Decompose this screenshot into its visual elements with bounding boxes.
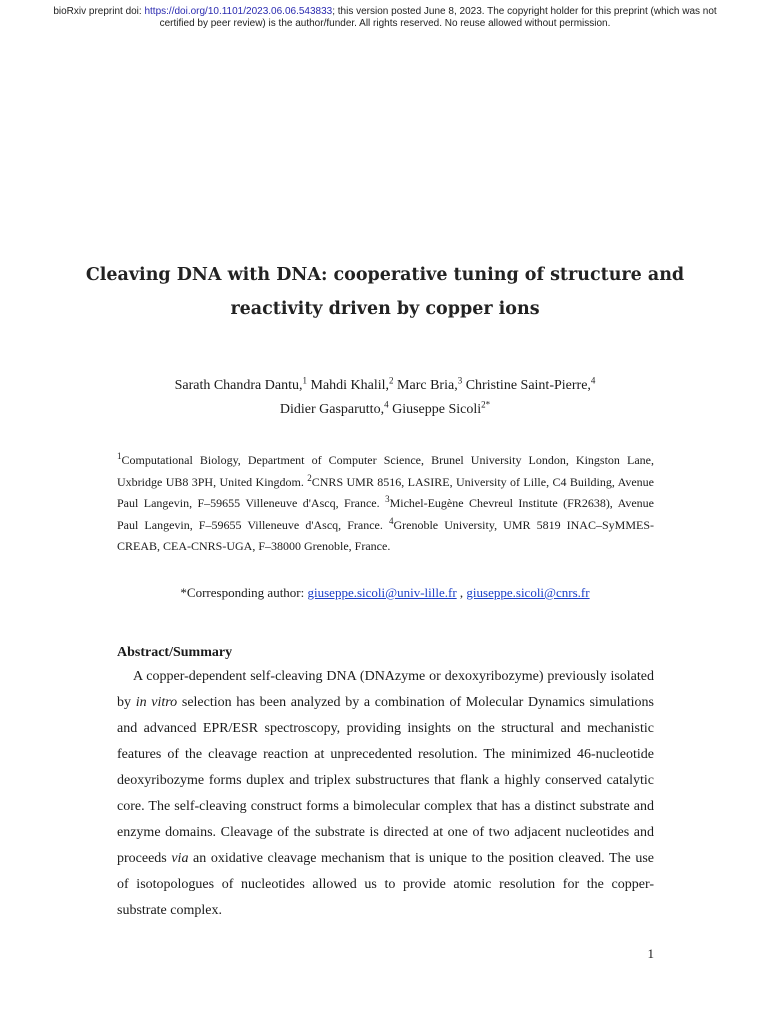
paper-title [60,258,710,326]
corresponding-label: *Corresponding author: [180,585,308,600]
affiliation-text: Grenoble University, UMR 5819 INAC–SyMMES-CREAB, CEA-CNRS-UGA, F–38000 Grenoble, France. [117,517,654,554]
abstract-italic: in vitro [135,695,178,710]
author-name: Sarath Chandra Dantu, [174,378,303,393]
author-name: Christine Saint-Pierre, [462,378,591,393]
title-line-1: Cleaving DNA with DNA: cooperative tuning of structure and [85,265,685,285]
affiliation-marker: 3 [385,494,390,505]
affiliations [117,450,654,558]
affiliation-marker: 4 [590,375,596,386]
affiliation-text: CNRS UMR 8516, LASIRE, University of Lille, C4 Building, Avenue Paul Langevin, F–59655 Villeneuve d'Ascq, France. [117,474,655,511]
abstract-text: A copper-dependent self-cleaving DNA (DNAzyme or dexoxyribozyme) previously isolated by [117,669,654,710]
affiliation-marker: 2 [307,472,312,483]
email-separator: , [456,585,467,600]
affiliation-marker: 4 [388,515,394,526]
page-number: 1 [647,946,654,961]
affiliation-marker: 4 [384,399,389,410]
affiliation-text: Michel-Eugène Chevreul Institute (FR2638), Avenue Paul Langevin, F–59655 Villeneuve d'Ascq, France. [117,496,655,532]
title-line-2: reactivity driven by copper ions [230,299,540,319]
author-name: Mahdi Khalil, [307,378,390,393]
affiliation-marker: 2 [389,375,394,386]
abstract-body [117,664,654,924]
preprint-header [40,6,730,29]
author-name: Giuseppe Sicoli [388,402,482,417]
author-name: Didier Gasparutto, [279,402,385,417]
header-suffix: ; this version posted June 8, 2023. The copyright holder for this preprint (which was not certified by peer review) is the author/funder. All rights reserved. No reuse allowed without permission. [159,6,717,29]
abstract-heading: Abstract/Summary [117,645,233,660]
author-list [80,374,690,422]
abstract-text: selection has been analyzed by a combination of Molecular Dynamics simulations and advanced EPR/ESR spectroscopy, providing insights on the structural and mechanistic features of the cleavage reaction at unprecedented resolution. The minimized 46-nucleotide deoxyribozyme forms duplex and triplex substructures that flank a highly conserved catalytic core. The self-cleaving construct forms a bimolecular complex that has a distinct substrate and enzyme domains. Cleavage of the substrate is directed at one of two adjacent nucleotides and proceeds [117,695,655,866]
doi-link[interactable]: https://doi.org/10.1101/2023.06.06.543833 [144,6,333,17]
header-prefix: bioRxiv preprint doi: [53,6,145,17]
abstract-italic: via [171,851,189,866]
affiliation-marker: 1 [117,451,122,461]
email-link-2[interactable]: giuseppe.sicoli@cnrs.fr [466,585,590,600]
affiliation-marker: 2* [481,399,491,410]
author-line-2 [80,398,690,422]
author-name: Marc Bria, [393,378,458,393]
email-link-1[interactable]: giuseppe.sicoli@univ-lille.fr [307,585,457,600]
author-line-1 [80,374,690,398]
corresponding-author [80,582,690,604]
affiliation-marker: 1 [302,375,307,386]
affiliation-marker: 3 [457,375,463,386]
affiliation-text: Computational Biology, Department of Computer Science, Brunel University London, Kingston Lane, Uxbridge UB8 3PH, United Kingdom. [117,453,654,489]
abstract-text: an oxidative cleavage mechanism that is unique to the position cleaved. The use of isotopologues of nucleotides allowed us to provide atomic resolution for the copper-substrate complex. [117,851,654,918]
